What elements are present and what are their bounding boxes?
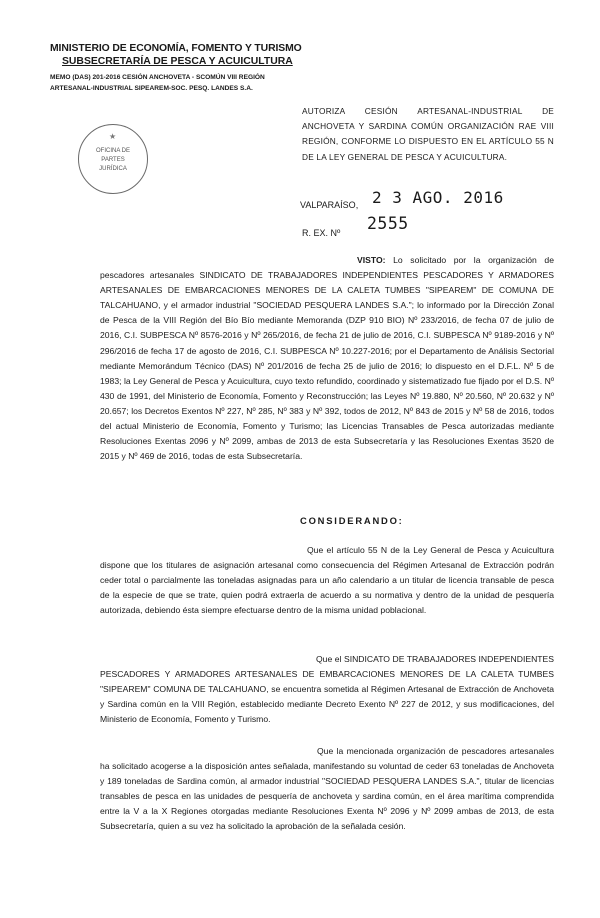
date-label: VALPARAÍSO, xyxy=(300,200,359,210)
visto-paragraph xyxy=(100,253,554,464)
considerando-heading: CONSIDERANDO: xyxy=(300,515,404,526)
resolution-subject: AUTORIZA CESIÓN ARTESANAL-INDUSTRIAL DE ANCHOVETA Y SARDINA COMÚN ORGANIZACIÓN RAE VIII REGIÓN, CONFORME LO DISPUESTO EN EL ARTÍCULO 55 N DE LA LEY GENERAL DE PESCA Y ACUICULTURA. xyxy=(302,106,554,162)
stamp-text xyxy=(79,147,147,174)
resolution-number-label: R. EX. Nº xyxy=(302,228,341,238)
date-stamp: 2 3 AGO. 2016 xyxy=(372,188,504,207)
subsecretaria-heading: SUBSECRETARÍA DE PESCA Y ACUICULTURA xyxy=(62,56,293,67)
visto-text: Lo solicitado por la organización de pescadores artesanales SINDICATO DE TRABAJADORES INDEPENDIENTES PESCADORES Y ARMADORES ARTESANALES DE EMBARCACIONES MENORES DE LA CALETA TUMBES "SIPEAREM" DE COMUNA DE TALCAHUANO, y el armador industrial "SOCIEDAD PESQUERA LANDES S.A."; lo informado por la Dirección Zonal de Pesca de la VIII Región del Bío Bío mediante Memoranda (DZP 910 BIO) Nº 233/2016, de fecha 07 de julio de 2016, C.I. SUBPESCA Nº 8576-2016 y Nº 265/2016, de fecha 21 de julio de 2016, C.I. SUBPESCA Nº 9189-2016 y Nº 296/2016 de fecha 17 de agosto de 2016, C.I. SUBPESCA Nº 10.227-2016; por el Departamento de Análisis Sectorial mediante Memorándum Técnico (DAS) Nº 201/2016 de fecha 25 de julio de 2016; lo dispuesto en el D.F.L. Nº 5 de 1983; la Ley General de Pesca y Acuicultura, cuyo texto refundido, coordinado y sistematizado fue fijado por el D.S. Nº 430 de 1991, del Ministerio de Economía, Fomento y Reconstrucción; las Leyes Nº 19.880, Nº 20.560, Nº 20.632 y Nº 20.657; los Decretos Exentos Nº 227, Nº 285, Nº 383 y Nº 392, todos de 2012, Nº 843 de 2015 y Nº 58 de 2016, todos del actual Ministerio de Economía, Fomento y Turismo; las Licencias Transables de Pesca autorizadas mediante Resoluciones Exentas 2096 y Nº 2099, ambas de 2013 de esta Subsecretaría y las Resoluciones Exentas 3520 de 2015 y Nº 469 de 2016, todas de esta Subsecretaría. xyxy=(100,255,554,462)
office-stamp xyxy=(78,124,148,194)
stamp-line-1: OFICINA DE xyxy=(95,148,130,154)
considerando-paragraph-3: Que la mencionada organización de pescadores artesanales ha solicitado acogerse a la disposición antes señalada, manifestando su voluntad de ceder 63 toneladas de Anchoveta y 189 toneladas de Sardina común, al armador industrial "SOCIEDAD PESQUERA LANDES S.A.", titular de licencias transables de pesca en las unidades de pesquería de anchoveta y sardina común, en el área marítima comprendida entre la V a la X Regiones otorgadas mediante Resoluciones Exenta Nº 2096 y Nº 2099 ambas de 2013, de esta Subsecretaría, quien a su vez ha solicitado la aprobación de la señalada cesión. xyxy=(100,746,554,832)
stamp-line-3: JURÍDICA xyxy=(99,166,127,172)
considerando-paragraph-1: Que el artículo 55 N de la Ley General de Pesca y Acuicultura dispone que los titulares de asignación artesanal como consecuencia del Régimen Artesanal de Extracción podrán ceder total o parcialmente las toneladas asignadas para un año calendario a un titular de licencia transable de pesca de la especie de que se trate, quien podrá extraerla de acuerdo a su normativa y dentro de la unidad de pesquería autorizada, debiendo ésta siempre efectuarse dentro de la misma unidad poblacional. xyxy=(100,545,554,616)
considerando-paragraph-2: Que el SINDICATO DE TRABAJADORES INDEPENDIENTES PESCADORES Y ARMADORES ARTESANALES DE EMBARCACIONES MENORES DE LA CALETA TUMBES "SIPEAREM" COMUNA DE TALCAHUANO, se encuentra sometida al Régimen Artesanal de Extracción de Anchoveta y Sardina común en la VIII Región, establecido mediante Decreto Exento Nº 227 de 2012, y sus modificaciones, del Ministerio de Economía, Fomento y Turismo. xyxy=(100,654,554,725)
resolution-number: 2555 xyxy=(367,214,409,233)
visto-label: VISTO: xyxy=(357,255,386,265)
ministry-heading: MINISTERIO DE ECONOMÍA, FOMENTO Y TURISMO xyxy=(50,43,302,54)
star-icon: ★ xyxy=(109,132,117,141)
stamp-line-2: PARTES xyxy=(101,157,125,163)
memo-reference: MEMO (DAS) 201-2016 CESIÓN ANCHOVETA - SCOMÚN VIII REGIÓN ARTESANAL-INDUSTRIAL SIPEAREM-SOC. PESQ. LANDES S.A. xyxy=(50,74,265,92)
